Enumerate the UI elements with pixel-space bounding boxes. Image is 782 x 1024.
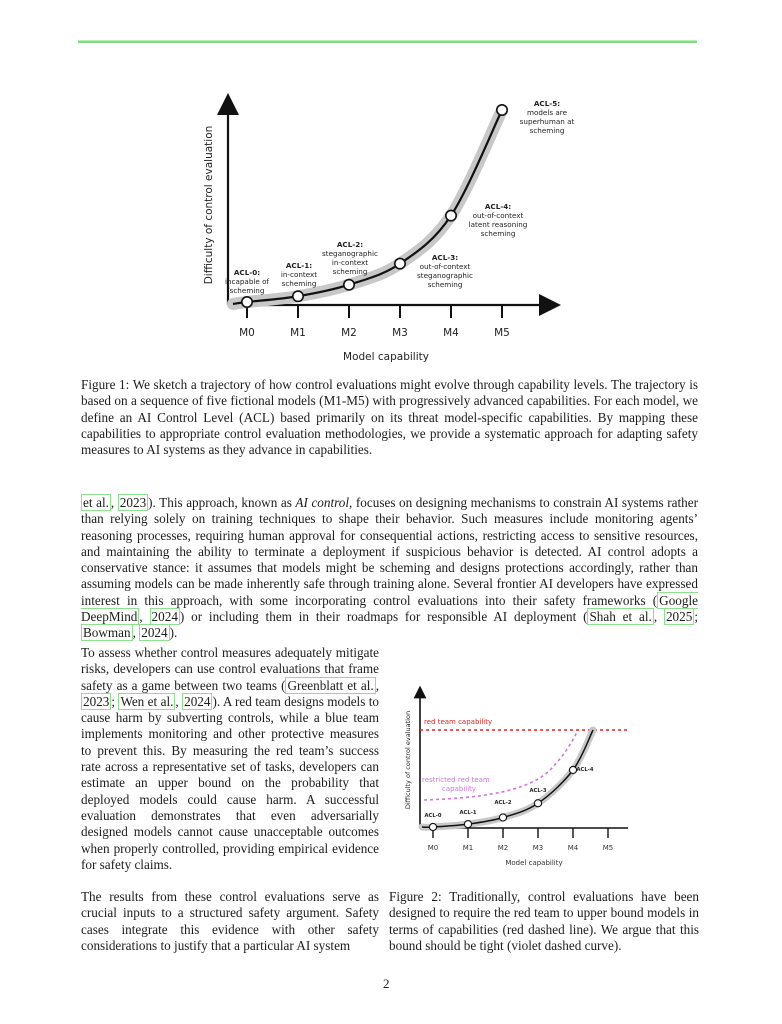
acl-point [497, 105, 507, 115]
citation-link[interactable]: 2024 [151, 609, 178, 625]
citation-link[interactable]: 2023 [119, 495, 147, 510]
x-tick-label: M5 [602, 844, 614, 852]
body-paragraph-3: The results from these control evaluations serve as crucial inputs to a structured safety argument. Safety cases integrate this evidence with other safety considerations to justify that a particular AI system [81, 889, 379, 953]
citation-link[interactable]: Bowman [83, 625, 131, 641]
page-number: 2 [383, 976, 390, 991]
figure-2-chart [400, 680, 632, 870]
acl-point [395, 258, 405, 268]
acl-label: ACL-1 [459, 810, 477, 816]
x-tick-label: M4 [567, 844, 579, 852]
x-tick-label: M3 [392, 327, 408, 339]
figure-2-caption: Figure 2: Traditionally, control evaluations have been designed to require the red team to upper bound models in terms of capabilities (red dashed line). We argue that this bound should be tight (violet dashed curve). [389, 889, 699, 953]
x-tick-label: M0 [427, 844, 439, 852]
x-tick-label: M0 [239, 327, 255, 339]
citation-link[interactable]: 2024 [184, 693, 211, 709]
acl-label: ACL-0 [424, 813, 442, 819]
x-tick-label: M4 [443, 327, 459, 339]
acl-label: ACL-5: models are superhuman at scheming [519, 99, 575, 135]
figure-1-chart [195, 92, 590, 372]
citation-link[interactable]: Greenblatt et al. [287, 677, 374, 693]
acl-point [499, 814, 506, 821]
term-ai-control: AI control [295, 495, 350, 510]
acl-label: ACL-4 [576, 767, 594, 773]
x-tick-label: M2 [341, 327, 357, 339]
acl-label: ACL-3 [529, 788, 547, 794]
x-axis-label: Model capability [505, 859, 563, 867]
x-tick-label: M1 [462, 844, 474, 852]
y-axis-label: Difficulty of control evaluation [203, 125, 215, 285]
acl-point [446, 210, 456, 220]
acl-point [242, 297, 252, 307]
x-tick-label: M3 [532, 844, 544, 852]
acl-point [464, 821, 471, 828]
acl-label: ACL-2: steganographic in-context scheming [322, 240, 378, 276]
acl-point [534, 800, 541, 807]
y-axis-label: Difficulty of control evaluation [404, 710, 412, 810]
acl-label: ACL-3: out-of-context steganographic scheming [417, 253, 473, 289]
acl-label: ACL-0: incapable of scheming [224, 268, 270, 295]
acl-label: ACL-4: out-of-context latent reasoning scheming [468, 202, 528, 238]
figure-1-caption: Figure 1: We sketch a trajectory of how control evaluations might evolve through capability levels. The trajectory is based on a sequence of five fictional models (M1-M5) with progressively advanced capabilities. For each model, we define an AI Control Level (ACL) based primarily on its threat model-specific capabilities. By mapping these capabilities to appropriate control evaluation methodologies, we provide a systematic approach for adapting safety measures to AI systems as they advance in capabilities. [81, 377, 698, 458]
acl-point [293, 291, 303, 301]
x-tick-label: M1 [290, 327, 306, 339]
restricted-red-team-label: restricted red team capability [422, 776, 490, 793]
citation-link[interactable]: 2024 [141, 625, 168, 641]
acl-point [344, 280, 354, 290]
citation-link[interactable]: Wen et al. [120, 693, 174, 709]
body-paragraph-1: et al. , 2023 ). This approach, known as AI control, focuses on designing mechanisms to constrain AI systems rather than relying solely on training techniques to shape their behavior. Such measures include monitoring agents’ reasoning processes, requiring human approval for consequential actions, restricting access to sensitive resources, and maintaining the ability to terminate a deployment if suspicious behavior is detected. AI control adopts a conservative stance: it assumes that models might be scheming and designs protections accordingly, rather than assuming models can be made inherently safe through training alone. Several frontier AI developers have expressed interest in this approach, with some incorporating control evaluations into their safety frameworks ( Google DeepMind , 2024 ) or including them in their roadmaps for responsible AI deployment ( Shah et al. , 2025 ; Bowman , 2024 ). [81, 495, 698, 641]
citation-link[interactable]: 2023 [83, 693, 110, 709]
red-team-capability-label: red team capability [424, 718, 493, 726]
header-rule [78, 40, 697, 43]
acl-point [569, 766, 576, 773]
citation-link[interactable]: Google DeepMind [81, 592, 698, 625]
acl-label: ACL-1: in-context scheming [280, 261, 318, 288]
x-axis-label: Model capability [343, 351, 429, 363]
citation-link[interactable]: et al. [83, 495, 109, 510]
body-paragraph-2: To assess whether control measures adequately mitigate risks, developers can use control evaluations that frame safety as a game between two teams ( Greenblatt et al. , 2023 ; Wen et al. , 2024 ). A red team designs models to cause harm by subverting controls, while a blue team implements monitoring and other protective measures to prevent this. By measuring the red team’s success rate across a representative set of tasks, developers can estimate an upper bound on the probability that deployed models could cause harm. A successful evaluation demonstrates that even adversarially designed models cannot cause unacceptable outcomes when properly controlled, providing empirical evidence for safety claims. [81, 645, 380, 872]
citation-link[interactable]: Shah et al. [589, 609, 652, 625]
x-tick-label: M5 [494, 327, 510, 339]
acl-label: ACL-2 [494, 800, 512, 806]
x-tick-label: M2 [497, 844, 509, 852]
citation-link[interactable]: 2025 [665, 609, 693, 625]
acl-point [429, 823, 436, 830]
